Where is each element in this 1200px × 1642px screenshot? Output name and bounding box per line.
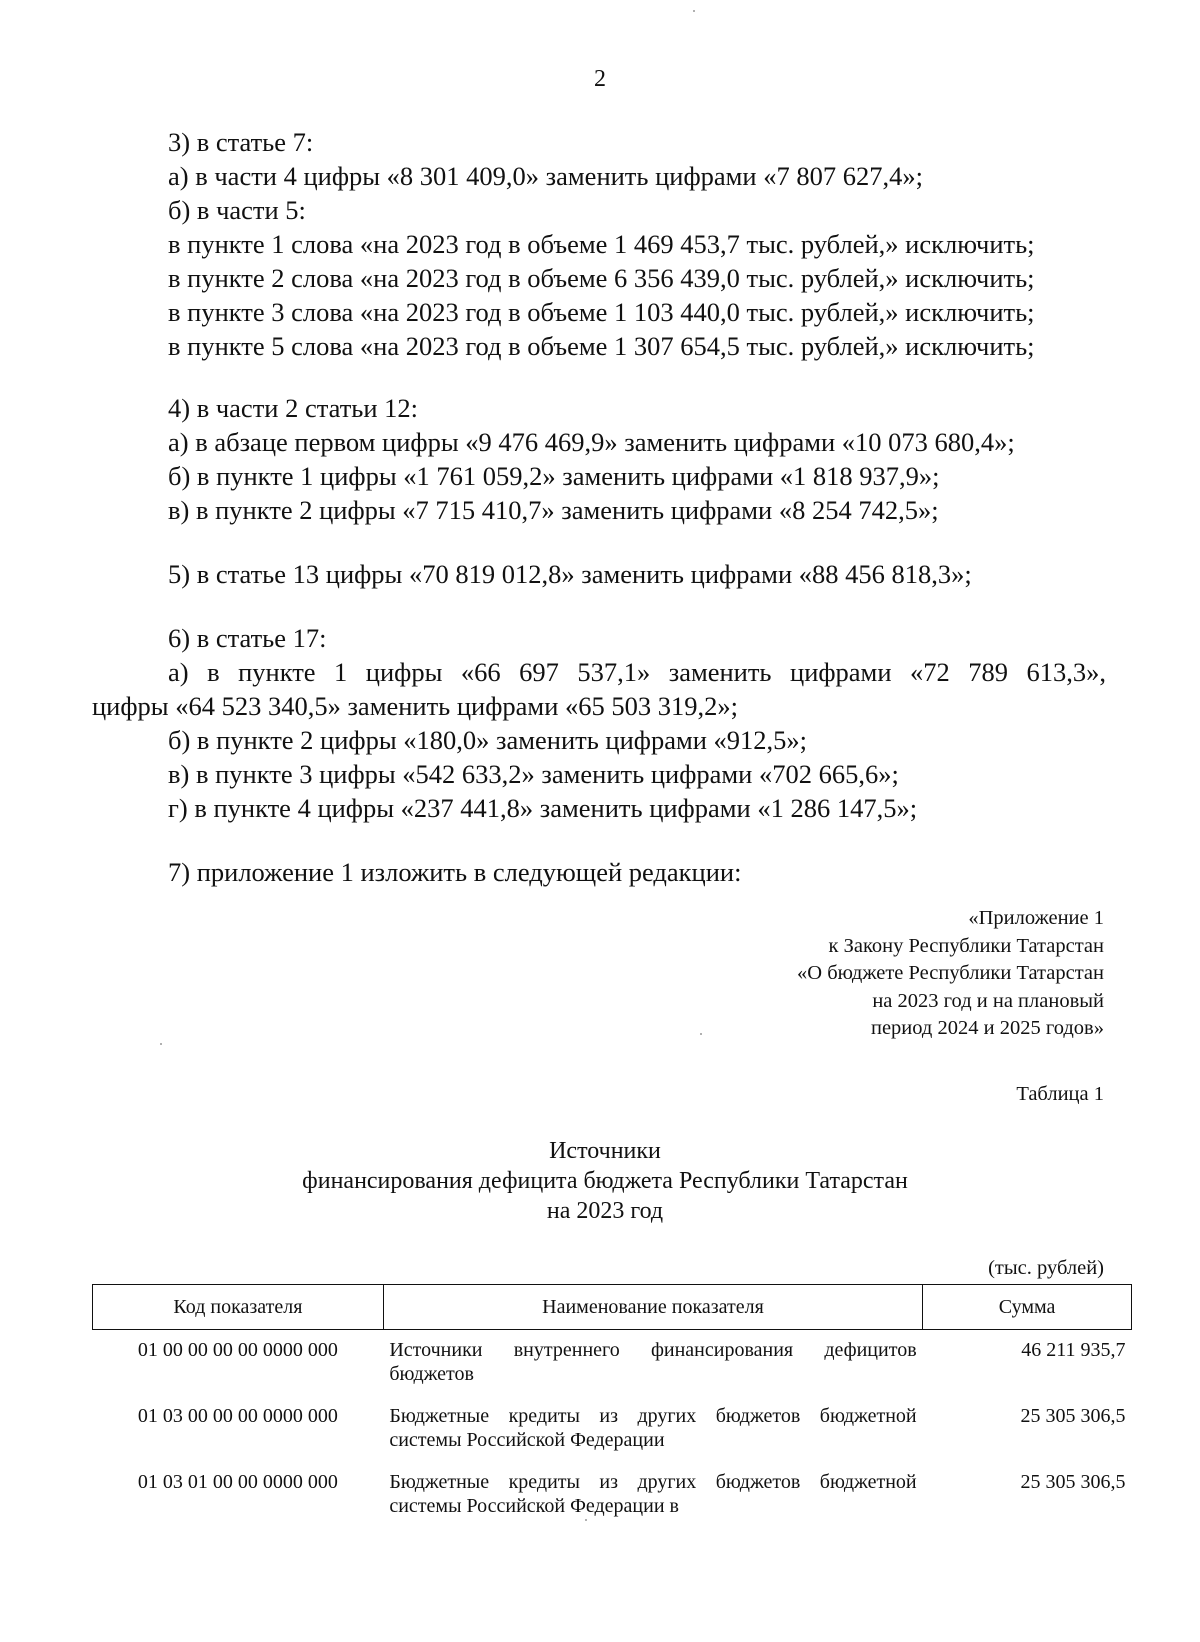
table-title — [0, 1136, 1200, 1226]
header-code: Код показателя — [93, 1285, 384, 1330]
page-number: 2 — [594, 66, 606, 92]
annex-line-4: на 2023 год и на плановый — [872, 989, 1104, 1012]
scan-speck — [693, 10, 695, 12]
row-sum: 46 211 935,7 — [1021, 1339, 1126, 1361]
section-6-item-d: г) в пункте 4 цифры «237 441,8» заменить цифрами «1 286 147,5»; — [168, 793, 918, 823]
header-name: Наименование показателя — [383, 1285, 922, 1330]
table-row — [93, 1330, 1132, 1397]
section-6-item-a-line2: цифры «64 523 340,5» заменить цифрами «65 503 319,2»; — [92, 691, 738, 721]
row-sum: 25 305 306,5 — [1020, 1405, 1126, 1427]
scan-speck — [585, 1519, 587, 1521]
title-line-3: на 2023 год — [546, 1198, 664, 1224]
section-3-point-1: в пункте 1 слова «на 2023 год в объеме 1 469 453,7 тыс. рублей,» исключить; — [168, 229, 1035, 259]
header-sum: Сумма — [923, 1285, 1132, 1330]
row-name: Бюджетные кредиты из других бюджетов бюджетной системы Российской Федерации в — [389, 1471, 917, 1517]
section-6-item-a-line1: а) в пункте 1 цифры «66 697 537,1» заменить цифрами «72 789 613,3», — [168, 657, 1106, 687]
annex-line-1: «Приложение 1 — [968, 907, 1104, 929]
annex-line-2: к Закону Республики Татарстан — [828, 934, 1104, 957]
section-5-text: 5) в статье 13 цифры «70 819 012,8» заменить цифрами «88 456 818,3»; — [168, 559, 972, 589]
section-3-item-b: б) в части 5: — [168, 195, 306, 225]
section-3-title: 3) в статье 7: — [168, 127, 314, 157]
section-4-title: 4) в части 2 статьи 12: — [168, 393, 419, 423]
units-label: (тыс. рублей) — [988, 1257, 1104, 1279]
row-code: 01 03 01 00 00 0000 000 — [137, 1471, 338, 1493]
table-row — [93, 1462, 1132, 1528]
section-7-text: 7) приложение 1 изложить в следующей редакции: — [168, 857, 742, 887]
annex-heading — [797, 905, 1104, 1043]
section-3-item-a: а) в части 4 цифры «8 301 409,0» заменить цифрами «7 807 627,4»; — [168, 161, 923, 191]
row-sum: 25 305 306,5 — [1020, 1471, 1126, 1493]
section-3-point-5: в пункте 5 слова «на 2023 год в объеме 1 307 654,5 тыс. рублей,» исключить; — [168, 331, 1035, 361]
section-3-point-3: в пункте 3 слова «на 2023 год в объеме 1 103 440,0 тыс. рублей,» исключить; — [168, 297, 1035, 327]
section-4-item-c: в) в пункте 2 цифры «7 715 410,7» заменить цифрами «8 254 742,5»; — [168, 495, 939, 525]
section-6-item-c: в) в пункте 3 цифры «542 633,2» заменить цифрами «702 665,6»; — [168, 759, 899, 789]
section-6-title: 6) в статье 17: — [168, 623, 327, 653]
table-row — [93, 1396, 1132, 1462]
scan-speck — [160, 1043, 162, 1045]
annex-line-3: «О бюджете Республики Татарстан — [797, 962, 1104, 984]
title-line-1: Источники — [549, 1138, 661, 1164]
table-label: Таблица 1 — [1016, 1083, 1104, 1105]
row-code: 01 03 00 00 00 0000 000 — [137, 1405, 338, 1427]
title-line-2: финансирования дефицита бюджета Республики Татарстан — [302, 1168, 908, 1194]
financing-sources-table — [92, 1284, 1132, 1528]
section-6-item-b: б) в пункте 2 цифры «180,0» заменить цифрами «912,5»; — [168, 725, 808, 755]
scan-speck — [700, 1033, 702, 1035]
annex-line-5: период 2024 и 2025 годов» — [870, 1017, 1104, 1039]
row-code: 01 00 00 00 00 0000 000 — [137, 1339, 338, 1361]
table-header-row — [93, 1285, 1132, 1330]
row-name: Источники внутреннего финансирования дефицитов бюджетов — [389, 1339, 917, 1385]
section-3-point-2: в пункте 2 слова «на 2023 год в объеме 6 356 439,0 тыс. рублей,» исключить; — [168, 263, 1035, 293]
row-name: Бюджетные кредиты из других бюджетов бюджетной системы Российской Федерации — [389, 1405, 917, 1451]
section-4-item-a: а) в абзаце первом цифры «9 476 469,9» заменить цифрами «10 073 680,4»; — [168, 427, 1015, 457]
section-4-item-b: б) в пункте 1 цифры «1 761 059,2» заменить цифрами «1 818 937,9»; — [168, 461, 940, 491]
